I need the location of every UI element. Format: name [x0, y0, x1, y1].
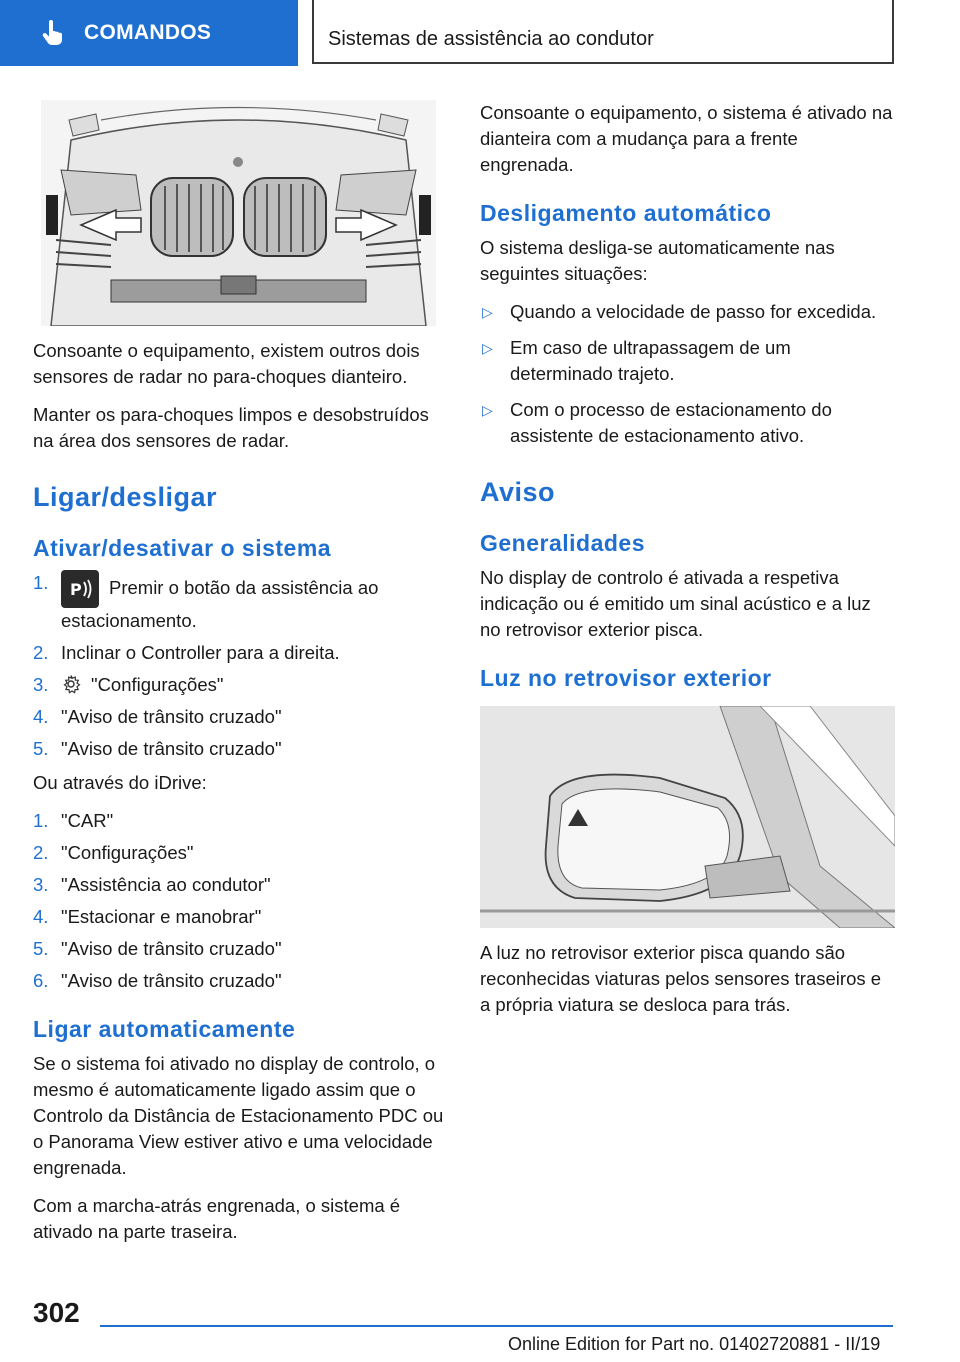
paragraph: A luz no retrovisor exterior pisca quando são reconhecidas viaturas pelos sensores traseiros e a própria viatura se desloca para trás. — [480, 942, 882, 1015]
list-item — [33, 840, 445, 866]
step-text: "Aviso de trânsito cruzado" — [61, 938, 282, 959]
section-tab — [0, 0, 298, 66]
step-text: Inclinar o Controller para a direita. — [61, 642, 340, 663]
step-text: "Aviso de trânsito cruzado" — [61, 970, 282, 991]
triangle-bullet-icon: ▷ — [482, 304, 493, 320]
step-text: "CAR" — [61, 810, 114, 831]
step-number: 2. — [33, 842, 49, 863]
right-column — [480, 100, 895, 1030]
step-number: 3. — [33, 874, 49, 895]
list-item — [33, 570, 445, 634]
footer-rule — [100, 1325, 893, 1327]
list-item — [33, 808, 445, 834]
svg-text:P: P — [70, 580, 82, 599]
steps-list — [33, 570, 445, 762]
list-item — [480, 397, 895, 449]
heading-auto-on: Ligar automaticamente — [33, 1016, 296, 1042]
step-number: 1. — [33, 810, 49, 831]
bullet-text: Quando a velocidade de passo for excedida. — [510, 301, 877, 322]
step-number: 4. — [33, 706, 49, 727]
steps-list — [33, 808, 445, 994]
list-item — [33, 968, 445, 994]
list-item — [33, 904, 445, 930]
edition-note: Online Edition for Part no. 01402720881 - II/19 — [508, 1334, 881, 1354]
step-number: 3. — [33, 674, 49, 695]
paragraph: Ou através do iDrive: — [33, 772, 207, 793]
list-item — [33, 640, 445, 666]
page-header — [0, 0, 960, 66]
heading-mirror-light: Luz no retrovisor exterior — [480, 665, 772, 691]
hand-pointer-icon — [40, 20, 64, 46]
step-text: "Configurações" — [91, 674, 224, 695]
triangle-bullet-icon: ▷ — [482, 402, 493, 418]
gear-icon — [61, 674, 81, 694]
park-assist-button-icon — [61, 570, 99, 608]
heading-auto-off: Desligamento automático — [480, 200, 772, 226]
step-number: 5. — [33, 738, 49, 759]
step-text: "Aviso de trânsito cruzado" — [61, 738, 282, 759]
paragraph: Consoante o equipamento, o sistema é ativado na dianteira com a mudança para a frente engrenada. — [480, 102, 893, 175]
paragraph: Consoante o equipamento, existem outros dois sensores de radar no para-choques dianteiro. — [33, 340, 420, 387]
list-item — [33, 704, 445, 730]
section-label: COMANDOS — [84, 21, 212, 44]
list-item — [33, 672, 445, 698]
page-number: 302 — [33, 1297, 80, 1328]
list-item — [33, 736, 445, 762]
heading-on-off: Ligar/desligar — [33, 482, 218, 512]
chapter-box — [312, 0, 894, 64]
list-item — [480, 335, 895, 387]
heading-warning: Aviso — [480, 477, 556, 507]
list-item — [33, 872, 445, 898]
paragraph: O sistema desliga-se automaticamente nas seguintes situações: — [480, 237, 835, 284]
paragraph: Se o sistema foi ativado no display de controlo, o mesmo é automaticamente ligado assim que o Controlo da Distância de Estacionamento PDC ou o Panorama View estiver ativo e uma velocidade engrenada. — [33, 1053, 444, 1178]
list-item — [480, 299, 895, 325]
left-column — [33, 100, 445, 1257]
step-text: "Assistência ao condutor" — [61, 874, 271, 895]
triangle-bullet-icon: ▷ — [482, 340, 493, 356]
paragraph: Com a marcha-atrás engrenada, o sistema é ativado na parte traseira. — [33, 1195, 401, 1242]
bullet-text: Em caso de ultrapassagem de um determinado trajeto. — [510, 337, 791, 384]
step-number: 6. — [33, 970, 49, 991]
chapter-title: Sistemas de assistência ao condutor — [328, 28, 654, 50]
bullet-list — [480, 299, 895, 449]
list-item — [33, 936, 445, 962]
step-text: "Configurações" — [61, 842, 194, 863]
step-number: 2. — [33, 642, 49, 663]
paragraph: Manter os para-choques limpos e desobstruídos na área dos sensores de radar. — [33, 404, 429, 451]
step-text: Premir o botão da assistência ao estacionamento. — [61, 577, 379, 631]
heading-activate: Ativar/desativar o sistema — [33, 535, 332, 561]
front-bumper-illustration — [41, 100, 436, 326]
side-mirror-illustration — [480, 706, 895, 928]
step-number: 4. — [33, 906, 49, 927]
step-number: 1. — [33, 572, 49, 593]
step-number: 5. — [33, 938, 49, 959]
heading-general: Generalidades — [480, 530, 646, 556]
step-text: "Aviso de trânsito cruzado" — [61, 706, 282, 727]
paragraph: No display de controlo é ativada a respetiva indicação ou é emitido um sinal acústico e a luz no retrovisor exterior pisca. — [480, 567, 871, 640]
step-text: "Estacionar e manobrar" — [61, 906, 262, 927]
bullet-text: Com o processo de estacionamento do assistente de estacionamento ativo. — [510, 399, 832, 446]
